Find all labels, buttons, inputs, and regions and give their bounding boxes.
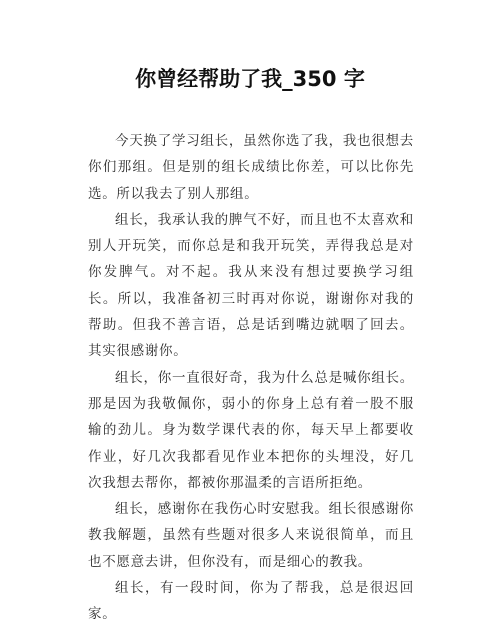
- paragraph: 组长，我承认我的脾气不好，而且也不太喜欢和别人开玩笑，而你总是和我开玩笑，弄得我总是对你发脾气。对不起。我从来没有想过要换学习组长。所以，我准备初三时再对你说，谢谢你对我的帮助。但我不善言语，总是话到嘴边就咽了回去。其实很感谢你。: [88, 211, 414, 360]
- paragraph: 今天换了学习组长，虽然你选了我，我也很想去你们那组。但是别的组长成绩比你差，可以比你先选。所以我去了别人那组。: [88, 133, 414, 202]
- page-title: 你曾经帮助了我_350 字: [135, 67, 365, 91]
- paragraph: 组长，你一直很好奇，我为什么总是喊你组长。那是因为我敬佩你，弱小的你身上总有着一股不服输的劲儿。身为数学课代表的你，每天早上都要收作业，好几次我都看见作业本把你的头埋没，好几次我想去帮你，都被你那温柔的言语所拒绝。: [88, 369, 414, 491]
- article-body: [88, 128, 414, 628]
- paragraph: 组长，感谢你在我伤心时安慰我。组长很感谢你教我解题，虽然有些题对很多人来说很简单，而且也不愿意去讲，但你没有，而是细心的教我。: [88, 501, 414, 570]
- paragraph: 组长，有一段时间，你为了帮我，总是很迟回家。: [88, 580, 414, 623]
